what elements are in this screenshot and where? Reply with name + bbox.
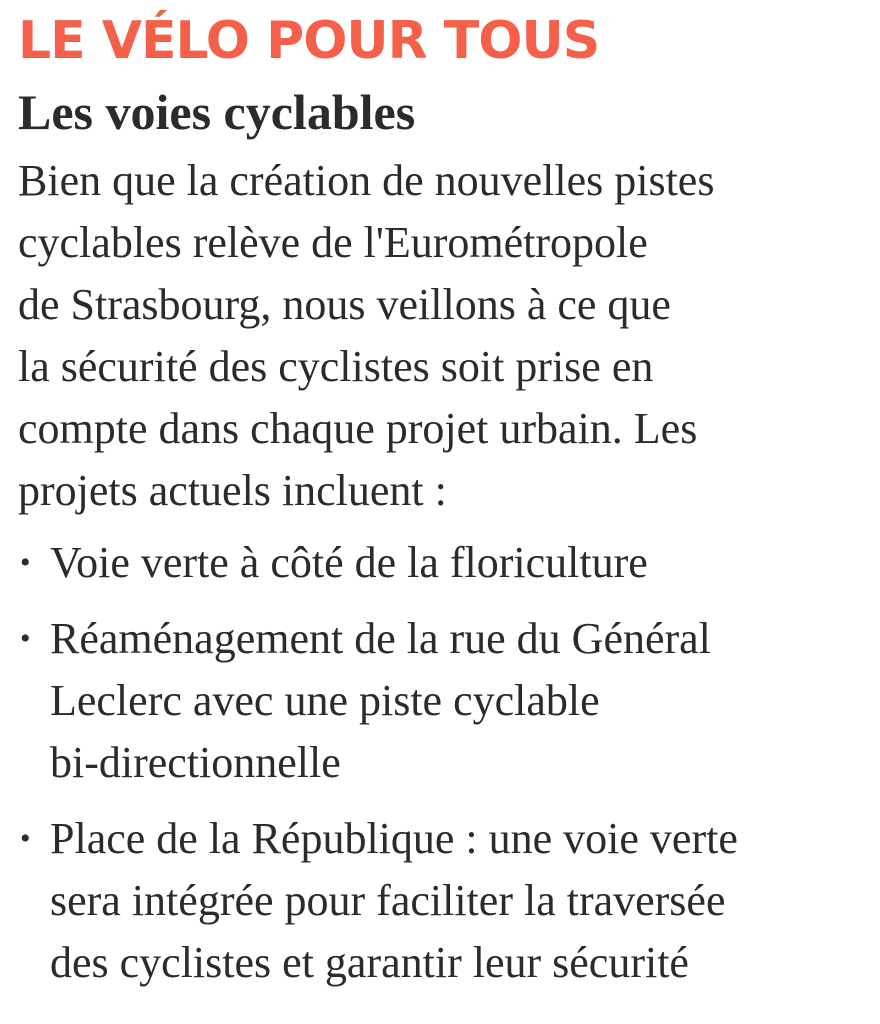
list-item-line: Leclerc avec une piste cyclable: [50, 676, 600, 725]
bullet-icon: •: [20, 622, 31, 655]
bullet-icon: •: [20, 822, 31, 855]
list-item: [18, 608, 868, 794]
section-kicker: LE VÉLO POUR TOUS: [18, 11, 600, 71]
list-item-line: Voie verte à côté de la floriculture: [50, 538, 648, 587]
project-list: [18, 532, 868, 994]
list-item: [18, 532, 868, 594]
list-item-line: Réaménagement de la rue du Général: [50, 614, 711, 663]
page-title: Les voies cyclables: [18, 84, 416, 140]
paragraph-line: projets actuels incluent :: [18, 466, 447, 515]
bullet-icon: •: [20, 546, 31, 579]
paragraph-line: de Strasbourg, nous veillons à ce que: [18, 280, 671, 329]
list-item-line: Place de la République : une voie verte: [50, 814, 738, 863]
list-item: [18, 808, 868, 994]
list-item-line: sera intégrée pour faciliter la traversée: [50, 876, 726, 925]
paragraph-line: compte dans chaque projet urbain. Les: [18, 404, 698, 453]
list-item-line: des cyclistes et garantir leur sécurité: [50, 938, 689, 987]
paragraph-line: la sécurité des cyclistes soit prise en: [18, 342, 654, 391]
paragraph-line: Bien que la création de nouvelles pistes: [18, 156, 715, 205]
paragraph-line: cyclables relève de l'Eurométropole: [18, 218, 648, 267]
article: [18, 10, 868, 1008]
intro-paragraph: [18, 150, 868, 522]
list-item-line: bi-directionnelle: [50, 738, 341, 787]
